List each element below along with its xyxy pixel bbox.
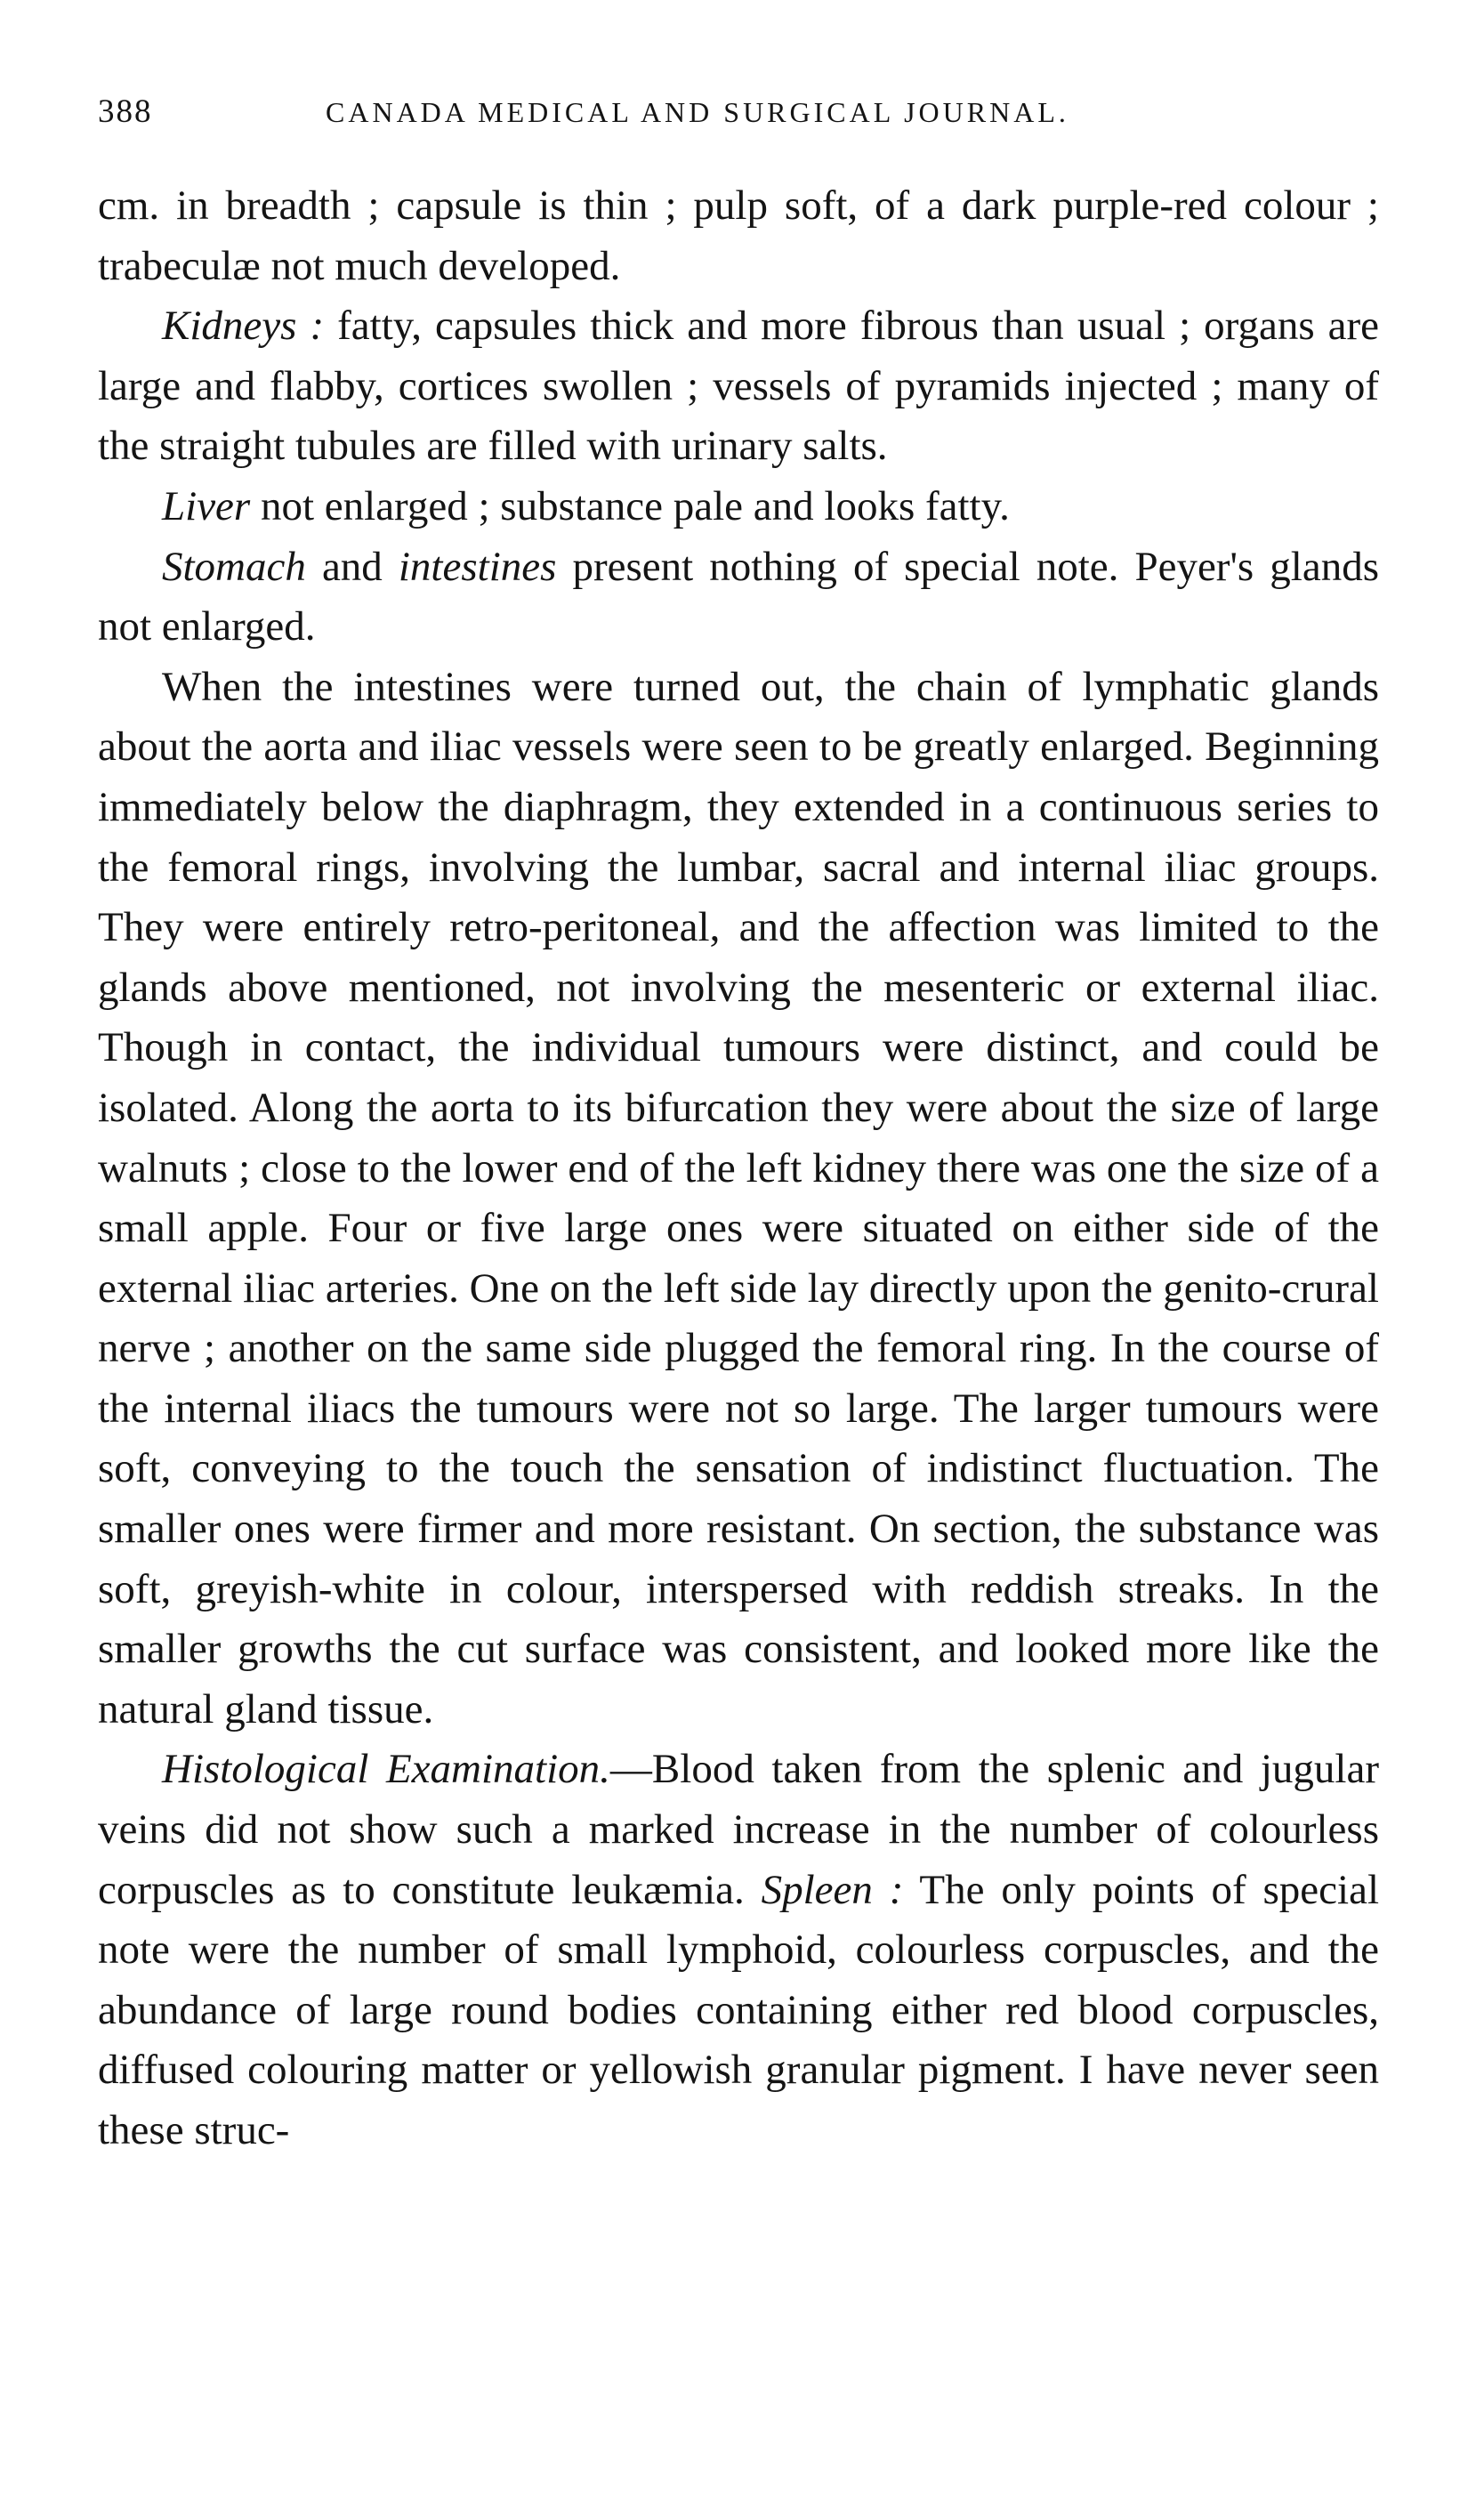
running-title: CANADA MEDICAL AND SURGICAL JOURNAL.: [326, 96, 1069, 128]
text-run: present nothing of special note. Peyer's glands not enlarged.: [98, 543, 1379, 650]
text-run: When the intestines were turned out, the chain of lymphatic glands about the aorta and iliac vessels were seen to be greatly enlarged. Beginning immediately below the diaphragm, they extended in a continuous series to the femoral rings, involving the lumbar, sacral and internal iliac groups. They were entirely retro-peritoneal, and the affection was limited to the glands above mentioned, not involving the mesenteric or external iliac. Though in contact, the individual tumours were distinct, and could be isolated. Along the aorta to its bifurcation they were about the size of large walnuts ; close to the lower end of the left kidney there was one the size of a small apple. Four or five large ones were situated on either side of the external iliac arteries. One on the left side lay directly upon the genito-crural nerve ; another on the same side plugged the femoral ring. In the course of the internal iliacs the tumours were not so large. The larger tumours were soft, conveying to the touch the sensation of indistinct fluctuation. The smaller ones were firmer and more resistant. On section, the substance was soft, greyish-white in colour, interspersed with reddish streaks. In the smaller growths the cut surface was consistent, and looked more like the natural gland tissue.: [98, 663, 1379, 1732]
section-label-intestines: intestines: [398, 543, 557, 590]
paragraph-stomach: [98, 537, 1379, 658]
section-label-stomach: Stomach: [162, 543, 306, 590]
page-header: [98, 93, 1379, 146]
paragraph-kidneys: [98, 296, 1379, 477]
body-text: [98, 176, 1379, 2161]
page-number: 388: [98, 93, 153, 130]
text-run: and: [305, 543, 399, 590]
paragraph-spleen-continued: [98, 176, 1379, 296]
text-run: The only points of special note were the number of small lymphoid, colourless corpuscles, and the abundance of large round bodies containing either red blood corpuscles, diffused colouring matter or yellowish granular pigment. I have never seen these struc-: [98, 1866, 1380, 2153]
section-label-histological: Histological Examination.: [162, 1746, 610, 1793]
section-label-kidneys: Kidneys :: [162, 303, 325, 350]
section-label-liver: Liver: [162, 482, 251, 529]
text-run: fatty, capsules thick and more fibrous than usual ; organs are large and flabby, cortices swollen ; vessels of pyramids injected ; many of the straight tubules are filled with urinary salts.: [98, 303, 1380, 470]
text-run: not enlarged ; substance pale and looks fatty.: [250, 482, 1010, 529]
journal-page: [98, 0, 1379, 2520]
section-label-spleen: Spleen :: [761, 1866, 904, 1913]
paragraph-liver: [98, 477, 1379, 537]
paragraph-histological-examination: [98, 1740, 1379, 2161]
text-run: —Blood taken from the splenic and jugular veins did not show such a marked increase in the number of colourless corpuscles as to constitute leukæmia.: [98, 1746, 1379, 1913]
paragraph-lymphatic-glands: [98, 658, 1379, 1741]
text-run: cm. in breadth ; capsule is thin ; pulp soft, of a dark purple-red colour ; trabeculæ not much developed.: [98, 182, 1379, 289]
